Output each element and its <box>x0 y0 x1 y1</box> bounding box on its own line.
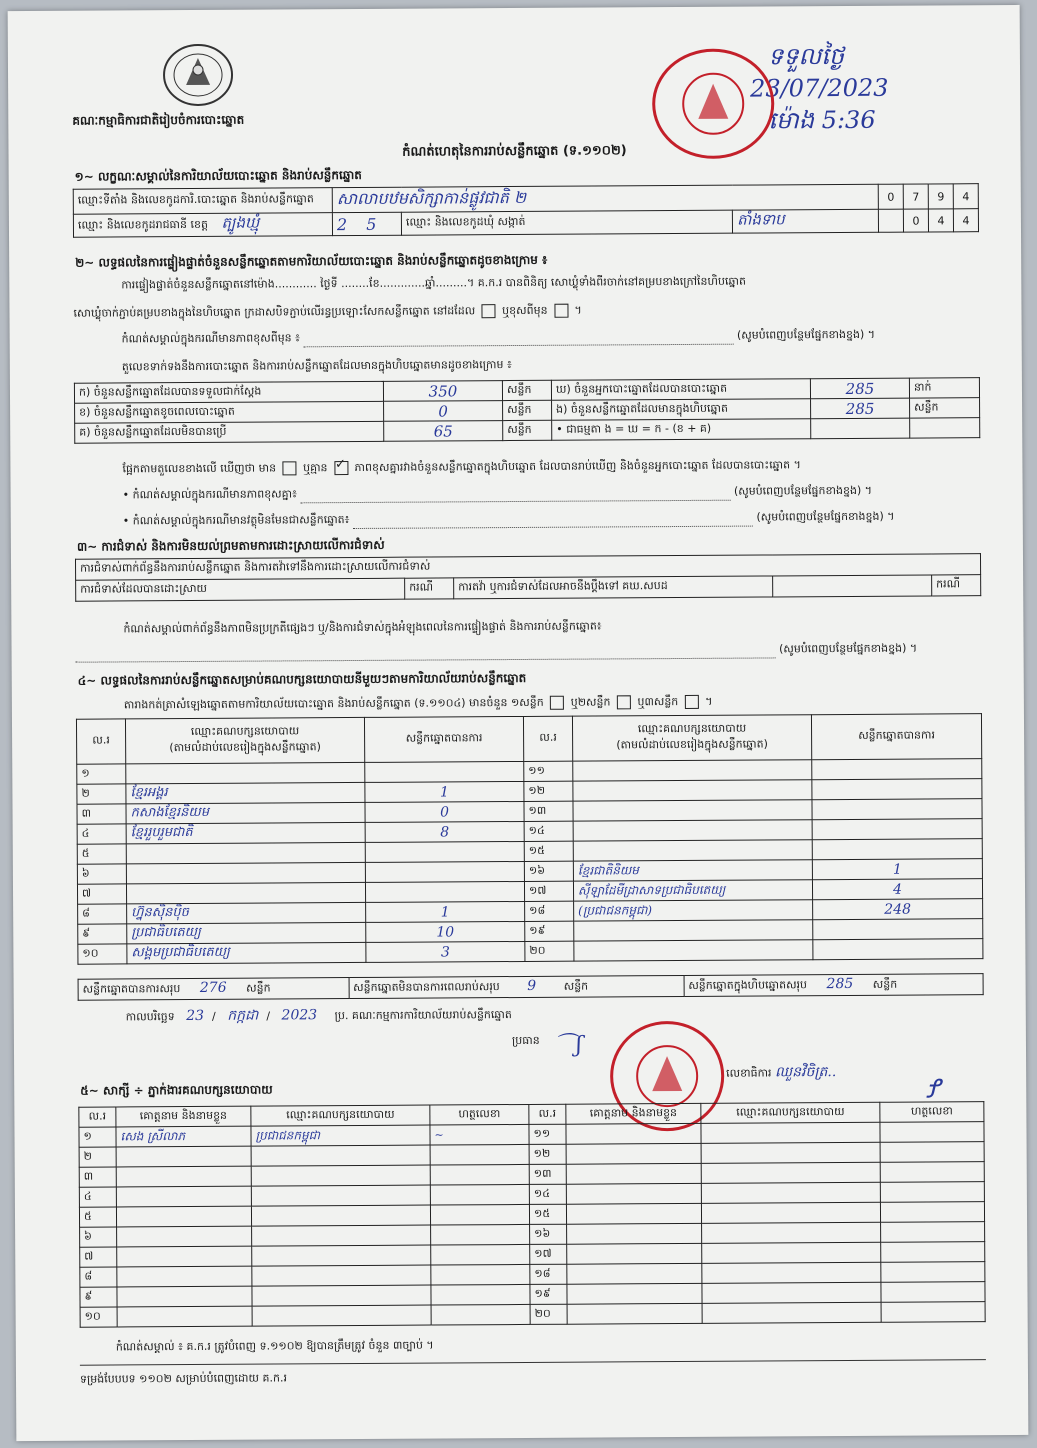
result-votes-right <box>813 939 983 960</box>
office-code-1: 0 <box>878 184 903 209</box>
figure-left-unit: សន្លឹក <box>503 420 552 440</box>
witness-name-right <box>566 1163 701 1184</box>
witness-sign-left: ~ <box>430 1124 529 1145</box>
figure-right-value: 285 <box>811 398 910 419</box>
objections-appeal-case: ករណី <box>932 575 981 596</box>
commune-label: ឈ្មោះ និងលេខកូដឃុំ សង្កាត់ <box>401 210 732 235</box>
footer-rule <box>80 1359 986 1366</box>
result-votes-left <box>365 881 524 902</box>
objections-appeal-blank <box>773 575 932 597</box>
result-no-right: ១៥ <box>524 841 573 861</box>
result-votes-left: 8 <box>365 821 524 842</box>
result-party-right <box>574 940 813 961</box>
section2-para1: ការផ្ទៀងផ្ទាត់ចំនួនសន្លឹកឆ្នោតនៅម៉ោង............ ថ្ងៃទី ........ខែ.............ឆ្នាំ.........។ គ.ក.រ បានពិនិត្យ សោឃ្លុំទាំងពីរចាក់នៅគម្របខាងក្រៅនៃហិបឆ្នោត <box>121 274 746 292</box>
result-party-left: ខ្មែររួបរួមជាតិ <box>126 822 365 843</box>
section1-heading: ១~ លក្ខណៈសម្គាល់នៃការិយាល័យបោះឆ្នោត និងរាប់សន្លឹកឆ្នោត <box>74 167 362 184</box>
result-votes-right <box>812 799 982 820</box>
result-party-left <box>126 862 365 883</box>
figure-left-label: ខ) ចំនួនសន្លឹកឆ្នោតខូចពេលបោះឆ្នោត <box>75 401 384 423</box>
section2-para2-line: សោឃ្លុំចាក់ភ្ជាប់គម្របខាងក្នុងនៃហិបឆ្នោត ក្រដាសបិទភ្ជាប់លើរន្ធប្រឡោះសែកសន្លឹកឆ្នោត នៅដដែល ឬខុសពីមុន ។ <box>73 303 582 320</box>
witness-name-left: សេង ស្រីលាភ <box>116 1126 251 1147</box>
three-sheets-checkbox[interactable] <box>685 695 699 709</box>
office-label: ឈ្មោះទីតាំង និងលេខកូដការិ.បោះឆ្នោត និងរាប់សន្លឹកឆ្នោត <box>73 188 332 215</box>
witness-no-left: ៦ <box>80 1227 117 1247</box>
province-code <box>332 212 401 235</box>
section4-intro-line: តារាងកត់ត្រាសំឡេងឆ្នោតតាមការិយាល័យបោះឆ្នោត និងរាប់សន្លឹកឆ្នោត (ទ.១១០៤) មានចំនួន ១សន្លឹក ឬ២សន្លឹក ឬ៣សន្លឹក ។ <box>123 694 713 712</box>
office-value: សាលាបឋមសិក្សាកាន់ផ្លូវជាតិ ២ <box>332 184 878 212</box>
witness-party-left <box>251 1205 430 1226</box>
result-votes-left: 3 <box>366 941 525 962</box>
w-col-party-right: ឈ្មោះគណបក្សនយោបាយ <box>701 1102 880 1123</box>
results-table <box>76 713 983 965</box>
result-no-right: ១៦ <box>524 861 573 881</box>
two-sheets-label: ឬ២សន្លឹក <box>570 695 611 709</box>
emblem-icon <box>158 40 238 110</box>
result-party-right <box>573 780 812 801</box>
result-no-right: ១៩ <box>525 921 574 941</box>
secretary-label: លេខាធិការ <box>726 1066 772 1080</box>
objections-note: កំណត់សម្គាល់ពាក់ព័ន្ធនឹងភាពមិនប្រក្រតីផ្សេងៗ ឬ/និងការជំទាស់ក្នុងអំឡុងពេលនៃការផ្ទៀងផ្ទាត់ និងការរាប់សន្លឹកឆ្នោត៖ <box>123 619 602 636</box>
result-votes-right <box>813 919 983 940</box>
witness-party-left <box>252 1305 431 1326</box>
compare-suffix: ភាពខុសគ្នារវាងចំនួនសន្លឹកឆ្នោតក្នុងហិបឆ្នោត ដែលបានរាប់ឃើញ និងចំនួនអ្នកបោះឆ្នោត ដែលបានបោះឆ្នោត ។ <box>354 458 801 474</box>
figures-intro: តួលេខទាក់ទងនឹងការបោះឆ្នោត និងការរាប់សន្លឹកឆ្នោតដែលមានក្នុងហិបឆ្នោតមានដូចខាងក្រោម ៖ <box>121 358 512 374</box>
witness-no-left: ១ <box>79 1127 116 1147</box>
result-no-left: ៦ <box>77 864 126 884</box>
office-code-4: 4 <box>953 184 978 209</box>
secretary-name: ឈួនវិចិត្រ.. <box>774 1064 837 1081</box>
witness-sign-left <box>430 1164 529 1185</box>
witness-sign-right <box>880 1202 984 1223</box>
witness-sign-left <box>431 1264 530 1285</box>
result-no-right: ១៧ <box>524 881 573 901</box>
ballot-count-form <box>8 5 1029 1441</box>
w-col-name-right: គោត្តនាម និងនាមខ្លួន <box>566 1103 701 1124</box>
objections-resolved: ការជំទាស់ដែលបានដោះស្រាយ <box>76 578 405 601</box>
witness-no-left: ៧ <box>80 1247 117 1267</box>
date-prefix: កាលបរិច្ឆេទ <box>125 1010 175 1024</box>
witness-name-left <box>116 1166 251 1187</box>
date-day: 23 <box>186 1007 205 1025</box>
witness-name-left <box>116 1186 251 1207</box>
commune-code-pad <box>878 209 903 232</box>
result-party-right: (ប្រជាជនកម្ពុជា) <box>574 900 813 921</box>
w-col-name-left: គោត្តនាម និងនាមខ្លួន <box>116 1106 251 1127</box>
same-checkbox[interactable] <box>482 304 496 318</box>
witness-sign-right <box>880 1162 984 1183</box>
witness-no-right: ១៥ <box>529 1204 566 1224</box>
result-no-right: ១៣ <box>524 801 573 821</box>
no-difference-checkbox[interactable] <box>334 461 348 475</box>
witness-sign-right <box>880 1122 984 1143</box>
different-label: ឬខុសពីមុន <box>502 303 548 318</box>
total-valid-value: 276 <box>199 979 227 996</box>
result-no-left: ១ <box>77 764 126 784</box>
col-party-left-sub: (តាមលំដាប់លេខរៀងក្នុងសន្លឹកឆ្នោត) <box>169 740 321 755</box>
figure-left-value: 0 <box>384 401 503 422</box>
diff-note-label: កំណត់សម្គាល់ក្នុងករណីមានភាពខុសពីមុន ៖ <box>121 331 301 346</box>
province-label: ឈ្មោះ និងលេខកូដរាជធានី ខេត្ត <box>77 217 208 232</box>
figure-left-label: គ) ចំនួនសន្លឹកឆ្នោតដែលមិនបានប្រើ <box>75 421 384 443</box>
witness-no-right: ១៣ <box>529 1164 566 1184</box>
total-invalid-value: 9 <box>527 977 537 994</box>
diff-note-fill-more: (សូមបំពេញបន្ថែមផ្នែកខាងខ្នង) ។ <box>736 327 876 342</box>
figure-left-label: ក) ចំនួនសន្លឹកឆ្នោតដែលបានទទួលជាក់ស្តែង <box>74 381 383 403</box>
witness-name-right <box>567 1283 702 1304</box>
col-no-right: ល.រ <box>523 716 572 761</box>
witness-no-right: ១៧ <box>530 1244 567 1264</box>
witness-party-left <box>252 1245 431 1266</box>
result-votes-left: 10 <box>366 921 525 942</box>
witness-party-left <box>252 1225 431 1246</box>
office-code-2: 7 <box>903 184 928 209</box>
objections-resolved-case: ករណី <box>405 578 454 599</box>
witness-party-right <box>702 1262 881 1283</box>
total-valid-unit: សន្លឹក <box>246 981 271 995</box>
result-no-right: ១៨ <box>525 901 574 921</box>
total-valid-label: សន្លឹកឆ្នោតបានការសរុប <box>82 982 181 996</box>
witness-party-right <box>701 1182 880 1203</box>
witness-no-right: ១១ <box>529 1124 566 1144</box>
compare-mid: ឬគ្មាន <box>303 461 328 475</box>
col-no-left: ល.រ <box>76 719 125 764</box>
objections-appeal: ការតវ៉ា ឬការជំទាស់ដែលអាចនឹងប្តឹងទៅ គឃ.សបដ <box>454 576 773 599</box>
result-votes-left: 1 <box>366 901 525 922</box>
province-code-1: 2 <box>336 214 348 234</box>
total-box-unit: សន្លឹក <box>872 977 898 991</box>
total-box-label: សន្លឹកឆ្នោតក្នុងហិបឆ្នោតសរុប <box>688 978 808 992</box>
witness-name-left <box>117 1246 252 1267</box>
witness-name-right <box>567 1243 702 1264</box>
objections-row1: ការជំទាស់ពាក់ព័ន្ធនឹងការរាប់សន្លឹកឆ្នោត និងការតវ៉ាទៅនឹងការដោះស្រាយលើការជំទាស់ <box>75 554 980 581</box>
bullet2-line <box>123 509 983 530</box>
section4-intro: តារាងកត់ត្រាសំឡេងឆ្នោតតាមការិយាល័យបោះឆ្នោត និងរាប់សន្លឹកឆ្នោត (ទ.១១០៤) មានចំនួន ១សន្លឹក <box>123 695 544 712</box>
figure-left-unit: សន្លឹក <box>502 380 551 400</box>
result-no-left: ៣ <box>77 804 126 824</box>
result-party-left: ហ្វ៊ុនស៊ិនប៉ិច <box>127 902 366 923</box>
commune-code-2: 4 <box>928 209 953 232</box>
witness-sign-left <box>431 1284 530 1305</box>
witness-no-right: ១៦ <box>530 1224 567 1244</box>
figures-table <box>74 377 980 444</box>
witness-name-left <box>117 1266 252 1287</box>
compare-prefix: ផ្អែកតាមតួលេខខាងលើ ឃើញថា មាន <box>122 461 277 476</box>
date-year: 2023 <box>281 1007 318 1024</box>
result-party-left <box>126 762 365 783</box>
org-name: គណៈកម្មាធិការជាតិរៀបចំការបោះឆ្នោត <box>72 112 245 128</box>
witness-party-right <box>702 1222 881 1243</box>
total-invalid-unit: សន្លឹក <box>563 979 589 993</box>
result-no-left: ៥ <box>77 844 126 864</box>
result-party-left <box>126 882 365 903</box>
commune-code-1: 0 <box>903 209 928 232</box>
bullet2-fill-more: (សូមបំពេញបន្ថែមផ្នែកខាងខ្នង) ។ <box>756 509 895 524</box>
province-value: ត្បូងឃ្មុំ <box>221 213 260 232</box>
total-box-cell <box>684 974 983 997</box>
figure-right-label: ឃ) ចំនួនអ្នកបោះឆ្នោតដែលបានបោះឆ្នោត <box>551 379 810 401</box>
result-votes-left <box>365 761 524 782</box>
witness-name-right <box>566 1123 701 1144</box>
total-invalid-cell <box>349 975 684 998</box>
objections-fill-more: (សូមបំពេញបន្ថែមផ្នែកខាងខ្នង) ។ <box>779 641 918 656</box>
witness-party-left <box>252 1265 431 1286</box>
witness-party-right <box>702 1282 881 1303</box>
result-no-right: ១៤ <box>524 821 573 841</box>
witness-sign-right <box>881 1222 985 1243</box>
chair-label: ប្រធាន <box>511 1033 540 1048</box>
figure-left-unit: សន្លឹក <box>503 400 552 420</box>
result-votes-right <box>812 819 982 840</box>
commune-code-3: 4 <box>953 209 978 232</box>
result-party-left: កសាងខ្មែរនិយម <box>126 802 365 823</box>
witness-sign-left <box>430 1184 529 1205</box>
receipt-date: 23/07/2023 <box>750 73 889 103</box>
witness-party-left: ប្រជាជនកម្ពុជា <box>251 1125 430 1146</box>
w-col-sign-right: ហត្ថលេខា <box>880 1102 984 1123</box>
witness-no-left: ៩ <box>80 1287 117 1307</box>
witness-party-right <box>701 1122 880 1143</box>
secretary-signature: Ꝭ <box>926 1074 940 1105</box>
result-no-left: ៤ <box>77 824 126 844</box>
section2-heading: ២~ លទ្ធផលនៃការផ្ទៀងផ្ទាត់ចំនួនសន្លឹកឆ្នោតតាមការិយាល័យបោះឆ្នោត និងរាប់សន្លឹកឆ្នោតដូចខាងក្រោម ៖ <box>75 252 548 270</box>
two-sheets-checkbox[interactable] <box>617 695 631 709</box>
receipt-label: ទទួលថ្ងៃ <box>767 41 845 71</box>
w-col-no-right: ល.រ <box>529 1104 566 1124</box>
three-sheets-label: ឬ៣សន្លឹក <box>637 695 679 709</box>
col-party-left <box>125 717 364 763</box>
witness-no-right: ១២ <box>529 1144 566 1164</box>
witness-no-left: ២ <box>79 1147 116 1167</box>
witness-sign-left <box>430 1144 529 1165</box>
witness-name-left <box>117 1226 252 1247</box>
commune-value: តាំងទាប <box>733 209 879 233</box>
bullet1: • កំណត់សម្គាល់ក្នុងករណីមានភាពខុសគ្នា៖ <box>122 487 297 502</box>
section5-heading: ៥~ សាក្សី ÷ ភ្នាក់ងារគណបក្សនយោបាយ <box>80 1082 273 1098</box>
result-votes-right <box>812 759 982 780</box>
result-votes-left: 0 <box>365 801 524 822</box>
objections-table <box>75 553 981 602</box>
date-suffix: ប្រ. គណៈកម្មការការិយាល័យរាប់សន្លឹកឆ្នោត <box>334 1008 512 1023</box>
result-party-right <box>573 820 812 841</box>
witness-sign-right <box>880 1182 984 1203</box>
witness-party-right <box>701 1142 880 1163</box>
section3-heading: ៣~ ការជំទាស់ និងការមិនយល់ព្រមតាមការដោះស្រាយលើការជំទាស់ <box>76 537 385 554</box>
result-party-right <box>573 840 812 861</box>
objections-note-line <box>76 641 982 663</box>
witness-party-left <box>252 1285 431 1306</box>
witness-no-left: ៨ <box>80 1267 117 1287</box>
w-col-no-left: ល.រ <box>79 1107 116 1127</box>
witness-sign-right <box>881 1282 985 1303</box>
totals-table <box>78 973 984 1001</box>
result-no-left: ១០ <box>78 944 127 964</box>
witness-name-right <box>567 1223 702 1244</box>
result-votes-right <box>812 779 982 800</box>
figure-right-unit: សន្លឹក <box>910 398 980 418</box>
col-party-right-sub: (តាមលំដាប់លេខរៀងក្នុងសន្លឹកឆ្នោត) <box>616 737 768 752</box>
witness-name-left <box>116 1206 251 1227</box>
result-votes-right: 248 <box>813 899 983 920</box>
witness-name-right <box>567 1263 702 1284</box>
witness-footnote: កំណត់សម្គាល់ ៖ គ.ក.រ ត្រូវបំពេញ ទ.១១០២ ឱ្យបានត្រឹមត្រូវ ចំនួន ៣ច្បាប់ ។ <box>115 1338 434 1354</box>
figure-left-value: 65 <box>384 421 503 442</box>
figure-right-value: 285 <box>810 378 909 399</box>
witness-party-left <box>251 1145 430 1166</box>
result-party-right: ខ្មែរជាតិនិយម <box>573 860 812 881</box>
form-title: កំណត់ហេតុនៃការរាប់សន្លឹកឆ្នោត (ទ.១១០២) <box>402 143 627 160</box>
witness-sign-left <box>431 1224 530 1245</box>
result-party-left <box>126 842 365 863</box>
result-no-left: ៨ <box>78 904 127 924</box>
w-col-sign-left: ហត្ថលេខា <box>430 1104 529 1125</box>
figure-right-label: • ជាធម្មតា ង = ឃ = ក - (ខ + គ) <box>552 419 811 441</box>
witness-no-left: ៣ <box>79 1167 116 1187</box>
result-votes-left: 1 <box>365 781 524 802</box>
compare-line <box>122 458 801 478</box>
result-votes-left <box>365 861 524 882</box>
diff-note-line <box>122 327 982 348</box>
one-sheet-checkbox[interactable] <box>550 696 564 710</box>
province-row <box>73 213 332 238</box>
bullet2: • កំណត់សម្គាល់ក្នុងករណីមានវត្ថុមិនមែនជាសន្លឹកឆ្នោត៖ <box>122 513 350 528</box>
form-footer: ទម្រង់បែបបទ ១១០២ សម្រាប់បំពេញដោយ គ.ក.រ <box>79 1371 287 1386</box>
col-votes-right: សន្លឹកឆ្នោតបានការ <box>811 714 981 760</box>
bullet1-line <box>123 483 983 504</box>
witness-party-right <box>702 1242 881 1263</box>
witness-no-left: ៤ <box>79 1187 116 1207</box>
witness-no-right: ១៩ <box>530 1284 567 1304</box>
result-no-right: ១២ <box>524 781 573 801</box>
witness-party-right <box>701 1202 880 1223</box>
witness-name-left <box>117 1286 252 1307</box>
secretary-line <box>726 1062 836 1084</box>
witness-name-left <box>117 1306 252 1327</box>
witness-no-left: ១០ <box>80 1307 117 1327</box>
date-line: កាលបរិច្ឆេទ 23 / កក្កដា / 2023 ប្រ. គណៈកម្មការការិយាល័យរាប់សន្លឹកឆ្នោត <box>125 1007 512 1025</box>
result-no-left: ២ <box>77 784 126 804</box>
figure-right-unit: នាក់ <box>909 378 979 398</box>
witness-no-right: ១៤ <box>529 1184 566 1204</box>
witness-table <box>78 1101 985 1328</box>
total-box-value: 285 <box>826 975 854 993</box>
has-difference-checkbox[interactable] <box>283 461 297 475</box>
chair-signature: ⌒ʃ <box>553 1032 583 1058</box>
witness-party-left <box>251 1185 430 1206</box>
result-votes-right <box>812 839 982 860</box>
w-col-party-left: ឈ្មោះគណបក្សនយោបាយ <box>251 1105 430 1126</box>
witness-name-right <box>566 1203 701 1224</box>
witness-no-right: ១៨ <box>530 1264 567 1284</box>
witness-no-right: ២០ <box>530 1304 567 1324</box>
result-party-left: សង្គមប្រជាធិបតេយ្យ <box>127 942 366 963</box>
col-party-right <box>572 715 811 761</box>
witness-sign-left <box>431 1244 530 1265</box>
figure-left-value: 350 <box>383 381 502 402</box>
witness-sign-left <box>431 1304 530 1325</box>
result-votes-left <box>365 841 524 862</box>
result-no-right: ២០ <box>525 941 574 961</box>
figure-right-unit <box>910 418 980 438</box>
col-party-left-title: ឈ្មោះគណបក្សនយោបាយ <box>190 724 300 738</box>
witness-party-right <box>701 1162 880 1183</box>
receipt-time: ម៉ោង 5:36 <box>768 105 876 135</box>
section1-table <box>73 183 979 238</box>
witness-name-right <box>566 1143 701 1164</box>
results-row <box>78 939 983 965</box>
result-party-right <box>573 800 812 821</box>
result-party-left: ខ្មែរអង្គរ <box>126 782 365 803</box>
witness-sign-right <box>881 1242 985 1263</box>
result-party-right <box>574 920 813 941</box>
date-month: កក្កដា <box>227 1007 259 1024</box>
result-no-right: ១១ <box>524 761 573 781</box>
col-votes-left: សន្លឹកឆ្នោតបានការ <box>364 716 523 762</box>
total-valid-cell <box>78 978 349 1001</box>
result-votes-right: 4 <box>812 879 982 900</box>
witness-no-left: ៥ <box>79 1207 116 1227</box>
result-no-left: ៩ <box>78 924 127 944</box>
bullet1-fill-more: (សូមបំពេញបន្ថែមផ្នែកខាងខ្នង) ។ <box>733 483 873 498</box>
figure-right-value <box>811 418 910 439</box>
witness-name-right <box>566 1183 701 1204</box>
section4-heading: ៤~ លទ្ធផលនៃការរាប់សន្លឹកឆ្នោតសម្រាប់គណបក្សនយោបាយនីមួយៗតាមការិយាល័យរាប់សន្លឹកឆ្នោត <box>77 670 527 688</box>
figure-right-label: ង) ចំនួនសន្លឹកឆ្នោតដែលមានក្នុងហិបឆ្នោត <box>552 399 811 421</box>
witness-sign-right <box>880 1142 984 1163</box>
witness-name-right <box>567 1303 702 1324</box>
different-checkbox[interactable] <box>554 304 568 318</box>
witness-party-right <box>702 1302 881 1323</box>
col-party-right-title: ឈ្មោះគណបក្សនយោបាយ <box>637 721 747 736</box>
witness-sign-left <box>430 1204 529 1225</box>
result-no-left: ៧ <box>77 884 126 904</box>
result-party-right: ស៊ីឡាដែមីដ្រាសាទប្រជាធិបតេយ្យ <box>573 880 812 901</box>
result-party-right <box>573 760 812 781</box>
section2-para2: សោឃ្លុំចាក់ភ្ជាប់គម្របខាងក្នុងនៃហិបឆ្នោត ក្រដាសបិទភ្ជាប់លើរន្ធប្រឡោះសែកសន្លឹកឆ្នោត នៅដដែល <box>73 304 476 320</box>
result-votes-right: 1 <box>812 859 982 880</box>
witness-sign-right <box>881 1302 985 1323</box>
witness-party-left <box>251 1165 430 1186</box>
witness-row <box>80 1302 985 1328</box>
witness-sign-right <box>881 1262 985 1283</box>
witness-name-left <box>116 1146 251 1167</box>
figures-row <box>75 418 980 444</box>
result-party-left: ប្រជាធិបតេយ្យ <box>127 922 366 943</box>
office-code-3: 9 <box>928 184 953 209</box>
total-invalid-label: សន្លឹកឆ្នោតមិនបានការពេលរាប់សរុប <box>353 980 500 995</box>
province-code-2: 5 <box>366 214 377 234</box>
